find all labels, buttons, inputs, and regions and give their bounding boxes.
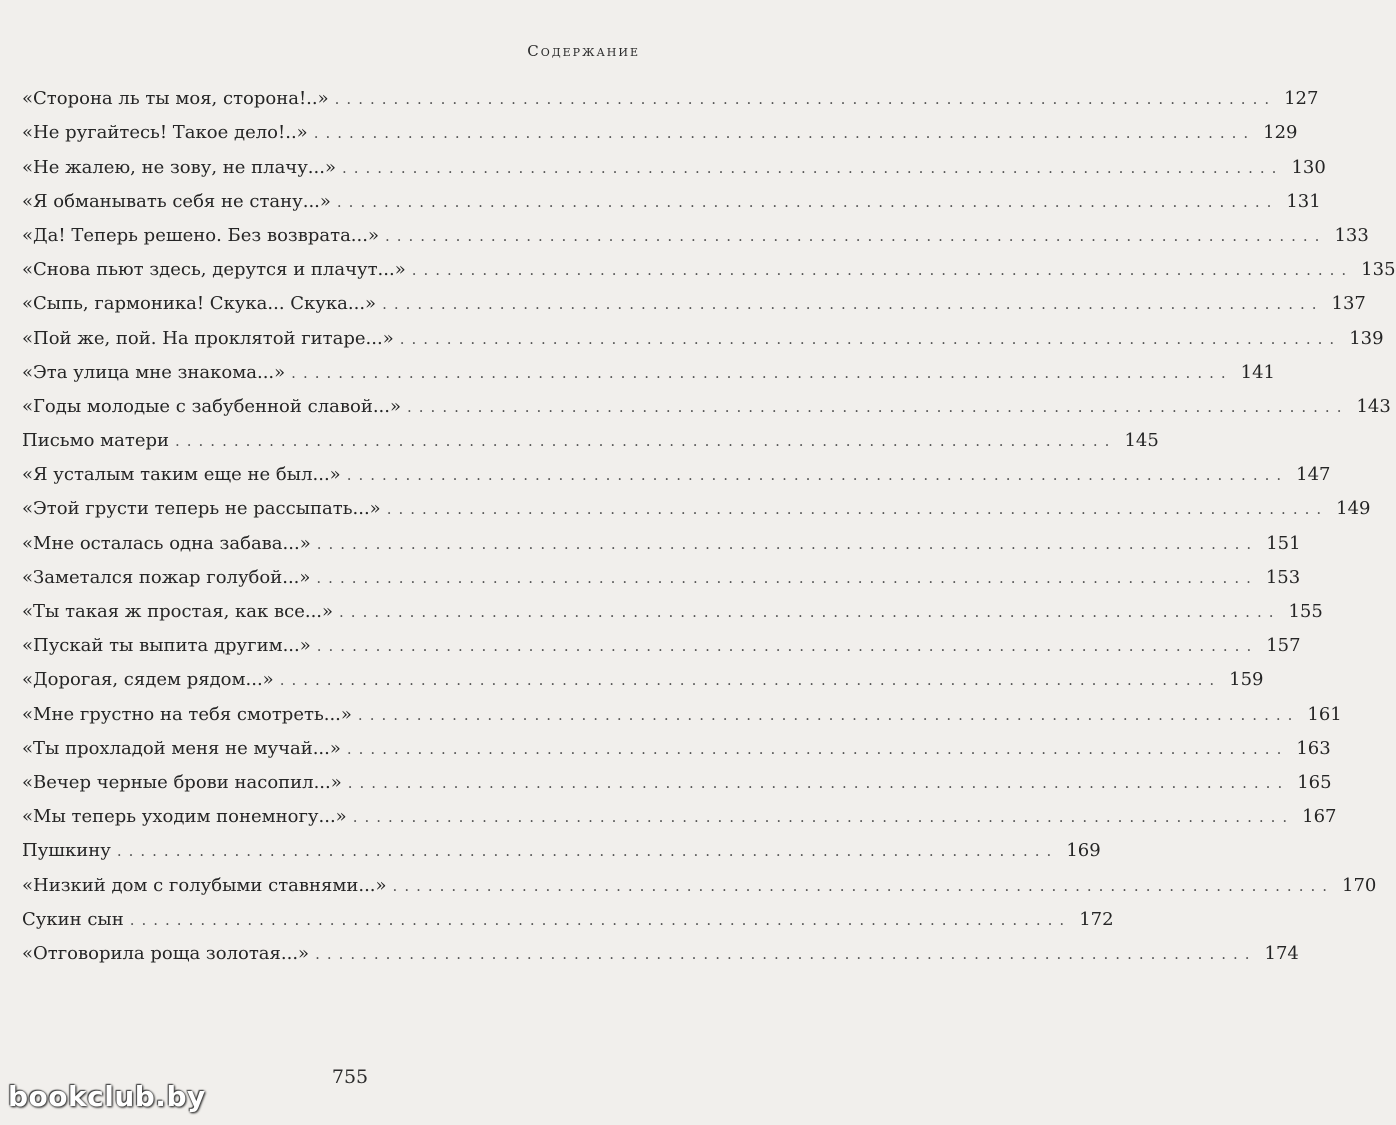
toc-entry [22,794,1337,828]
toc-entry-title: «Годы молодые с забубенной славой...» [22,395,402,417]
toc-entry-page: 129 [1263,122,1298,144]
toc-dot-leader: ................................................................................ [392,876,1334,895]
toc-entry-page: 141 [1240,361,1275,383]
toc-entry [22,931,1299,965]
toc-dot-leader: ................................................................................ [346,466,1289,485]
toc-entry [22,110,1298,144]
toc-entry-title: «Снова пьют здесь, дерутся и плачут...» [22,259,406,281]
toc-entry-title: «Дорогая, сядем рядом...» [22,669,274,691]
toc-entry [22,213,1369,247]
toc-dot-leader: ................................................................................ [382,295,1324,314]
toc-entry [22,179,1321,213]
toc-entry-title: Пушкину [22,840,111,862]
toc-entry [22,828,1101,862]
toc-dot-leader: ................................................................................ [407,397,1349,416]
toc-entry-page: 145 [1124,430,1159,452]
toc-entry-page: 165 [1297,771,1332,793]
toc-entry-title: «Я усталым таким еще не был...» [22,464,341,486]
toc-entry-page: 174 [1264,942,1299,964]
toc-dot-leader: ................................................................................ [352,808,1295,827]
toc-entry-page: 151 [1266,532,1301,554]
toc-entry-page: 130 [1291,156,1326,178]
toc-dot-leader: ................................................................................ [339,603,1281,621]
toc-entry-page: 133 [1334,224,1369,246]
toc-entry [22,897,1114,931]
toc-entry-page: 159 [1229,669,1264,691]
toc-dot-leader: ................................................................................ [334,90,1277,109]
toc-entry-title: «Низкий дом с голубыми ставнями...» [22,874,387,896]
toc-dot-leader: ................................................................................ [291,363,1233,382]
toc-entry-title: «Я обманывать себя не стану...» [22,190,331,212]
toc-entry-title: Письмо матери [22,430,169,452]
toc-entry-title: «Вечер черные брови насопил...» [22,771,342,793]
toc-entry [22,589,1323,623]
toc-entry [22,555,1301,589]
toc-entry [22,691,1342,725]
toc-dot-leader: ................................................................................ [386,500,1329,519]
toc-entry-title: «Ты такая ж простая, как все...» [22,601,334,622]
toc-entry-page: 153 [1265,566,1301,588]
toc-dot-leader: ................................................................................ [347,773,1290,792]
toc-entry-title: «Сторона ль ты моя, сторона!..» [22,88,329,110]
toc-entry-title: «Ты прохладой меня не мучай...» [22,737,341,759]
running-head: Содержание [527,42,640,60]
page-number: 755 [331,1066,369,1088]
toc-dot-leader: ................................................................................ [411,261,1354,280]
toc-entry [22,760,1332,794]
toc-entry [22,144,1326,178]
toc-entry-page: 149 [1336,498,1371,520]
toc-entry-page: 143 [1356,395,1391,417]
toc-entry-page: 147 [1296,464,1331,486]
toc-entry-page: 170 [1342,874,1377,896]
toc-entry-page: 137 [1331,293,1366,315]
toc-entry-title: «Сыпь, гармоника! Скука... Скука...» [22,293,377,315]
toc-dot-leader: ................................................................................ [313,124,1256,143]
toc-entry-title: «Мне осталась одна забава...» [22,532,311,554]
toc-entry-page: 163 [1296,737,1331,759]
toc-dot-leader: ................................................................................ [336,192,1279,211]
toc-entry-title: «Эта улица мне знакома...» [22,361,286,383]
toc-dot-leader: ................................................................................ [357,705,1300,724]
toc-entry [22,623,1301,657]
toc-dot-leader: ................................................................................ [175,432,1117,451]
toc-entry [22,520,1301,554]
toc-entry-title: «Заметался пожар голубой...» [22,566,311,588]
toc-entry-title: Сукин сын [22,908,124,930]
toc-entry-title: «Мы теперь уходим понемногу...» [22,806,347,828]
toc-entry-page: 169 [1066,840,1101,862]
toc-dot-leader: ................................................................................ [279,671,1222,690]
toc-entry-title: «Этой грусти теперь не рассыпать...» [22,498,381,520]
toc-entry-title: «Отговорила роща золотая...» [22,942,310,964]
toc-entry [22,657,1264,691]
toc-entry-page: 172 [1079,908,1114,930]
toc-entry-page: 135 [1361,259,1396,281]
toc-dot-leader: ................................................................................ [316,568,1258,587]
toc-dot-leader: ................................................................................ [399,329,1342,348]
toc-entry [22,418,1159,452]
toc-entry [22,486,1371,520]
toc-entry-title: «Мне грустно на тебя смотреть...» [22,703,352,725]
toc-entry [22,452,1331,486]
toc-entry [22,76,1319,110]
toc-entry-page: 161 [1307,703,1342,725]
toc-entry [22,384,1391,418]
toc-entry-page: 155 [1288,601,1323,622]
toc-dot-leader: ................................................................................ [341,158,1284,177]
watermark-logo: bookclub.by [8,1080,206,1113]
toc-entry-page: 167 [1302,806,1337,828]
toc-entry-title: «Не ругайтесь! Такое дело!..» [22,122,308,144]
toc-entry [22,247,1396,281]
toc-dot-leader: ................................................................................ [315,944,1257,963]
toc-dot-leader: ................................................................................ [316,534,1259,553]
toc-entry [22,726,1331,760]
toc-dot-leader: ................................................................................ [129,910,1072,929]
toc-entry-title: «Пой же, пой. На проклятой гитаре...» [22,327,394,349]
toc-dot-leader: ................................................................................ [316,637,1259,656]
toc-entry [22,315,1384,349]
toc-entry-page: 139 [1349,327,1384,349]
toc-entry [22,281,1366,315]
toc-entry-page: 157 [1266,635,1301,657]
toc-entry-title: «Не жалею, не зову, не плачу...» [22,156,336,178]
toc-entry-title: «Пускай ты выпита другим...» [22,635,311,657]
toc-dot-leader: ................................................................................ [385,226,1327,245]
toc-dot-leader: ................................................................................ [346,739,1289,758]
toc-entry [22,350,1275,384]
toc-entry-title: «Да! Теперь решено. Без возврата...» [22,224,379,246]
toc-entry-page: 127 [1284,88,1319,110]
table-of-contents [22,76,1396,965]
toc-entry-page: 131 [1286,190,1321,212]
toc-entry [22,862,1377,896]
toc-dot-leader: ................................................................................ [116,842,1059,861]
